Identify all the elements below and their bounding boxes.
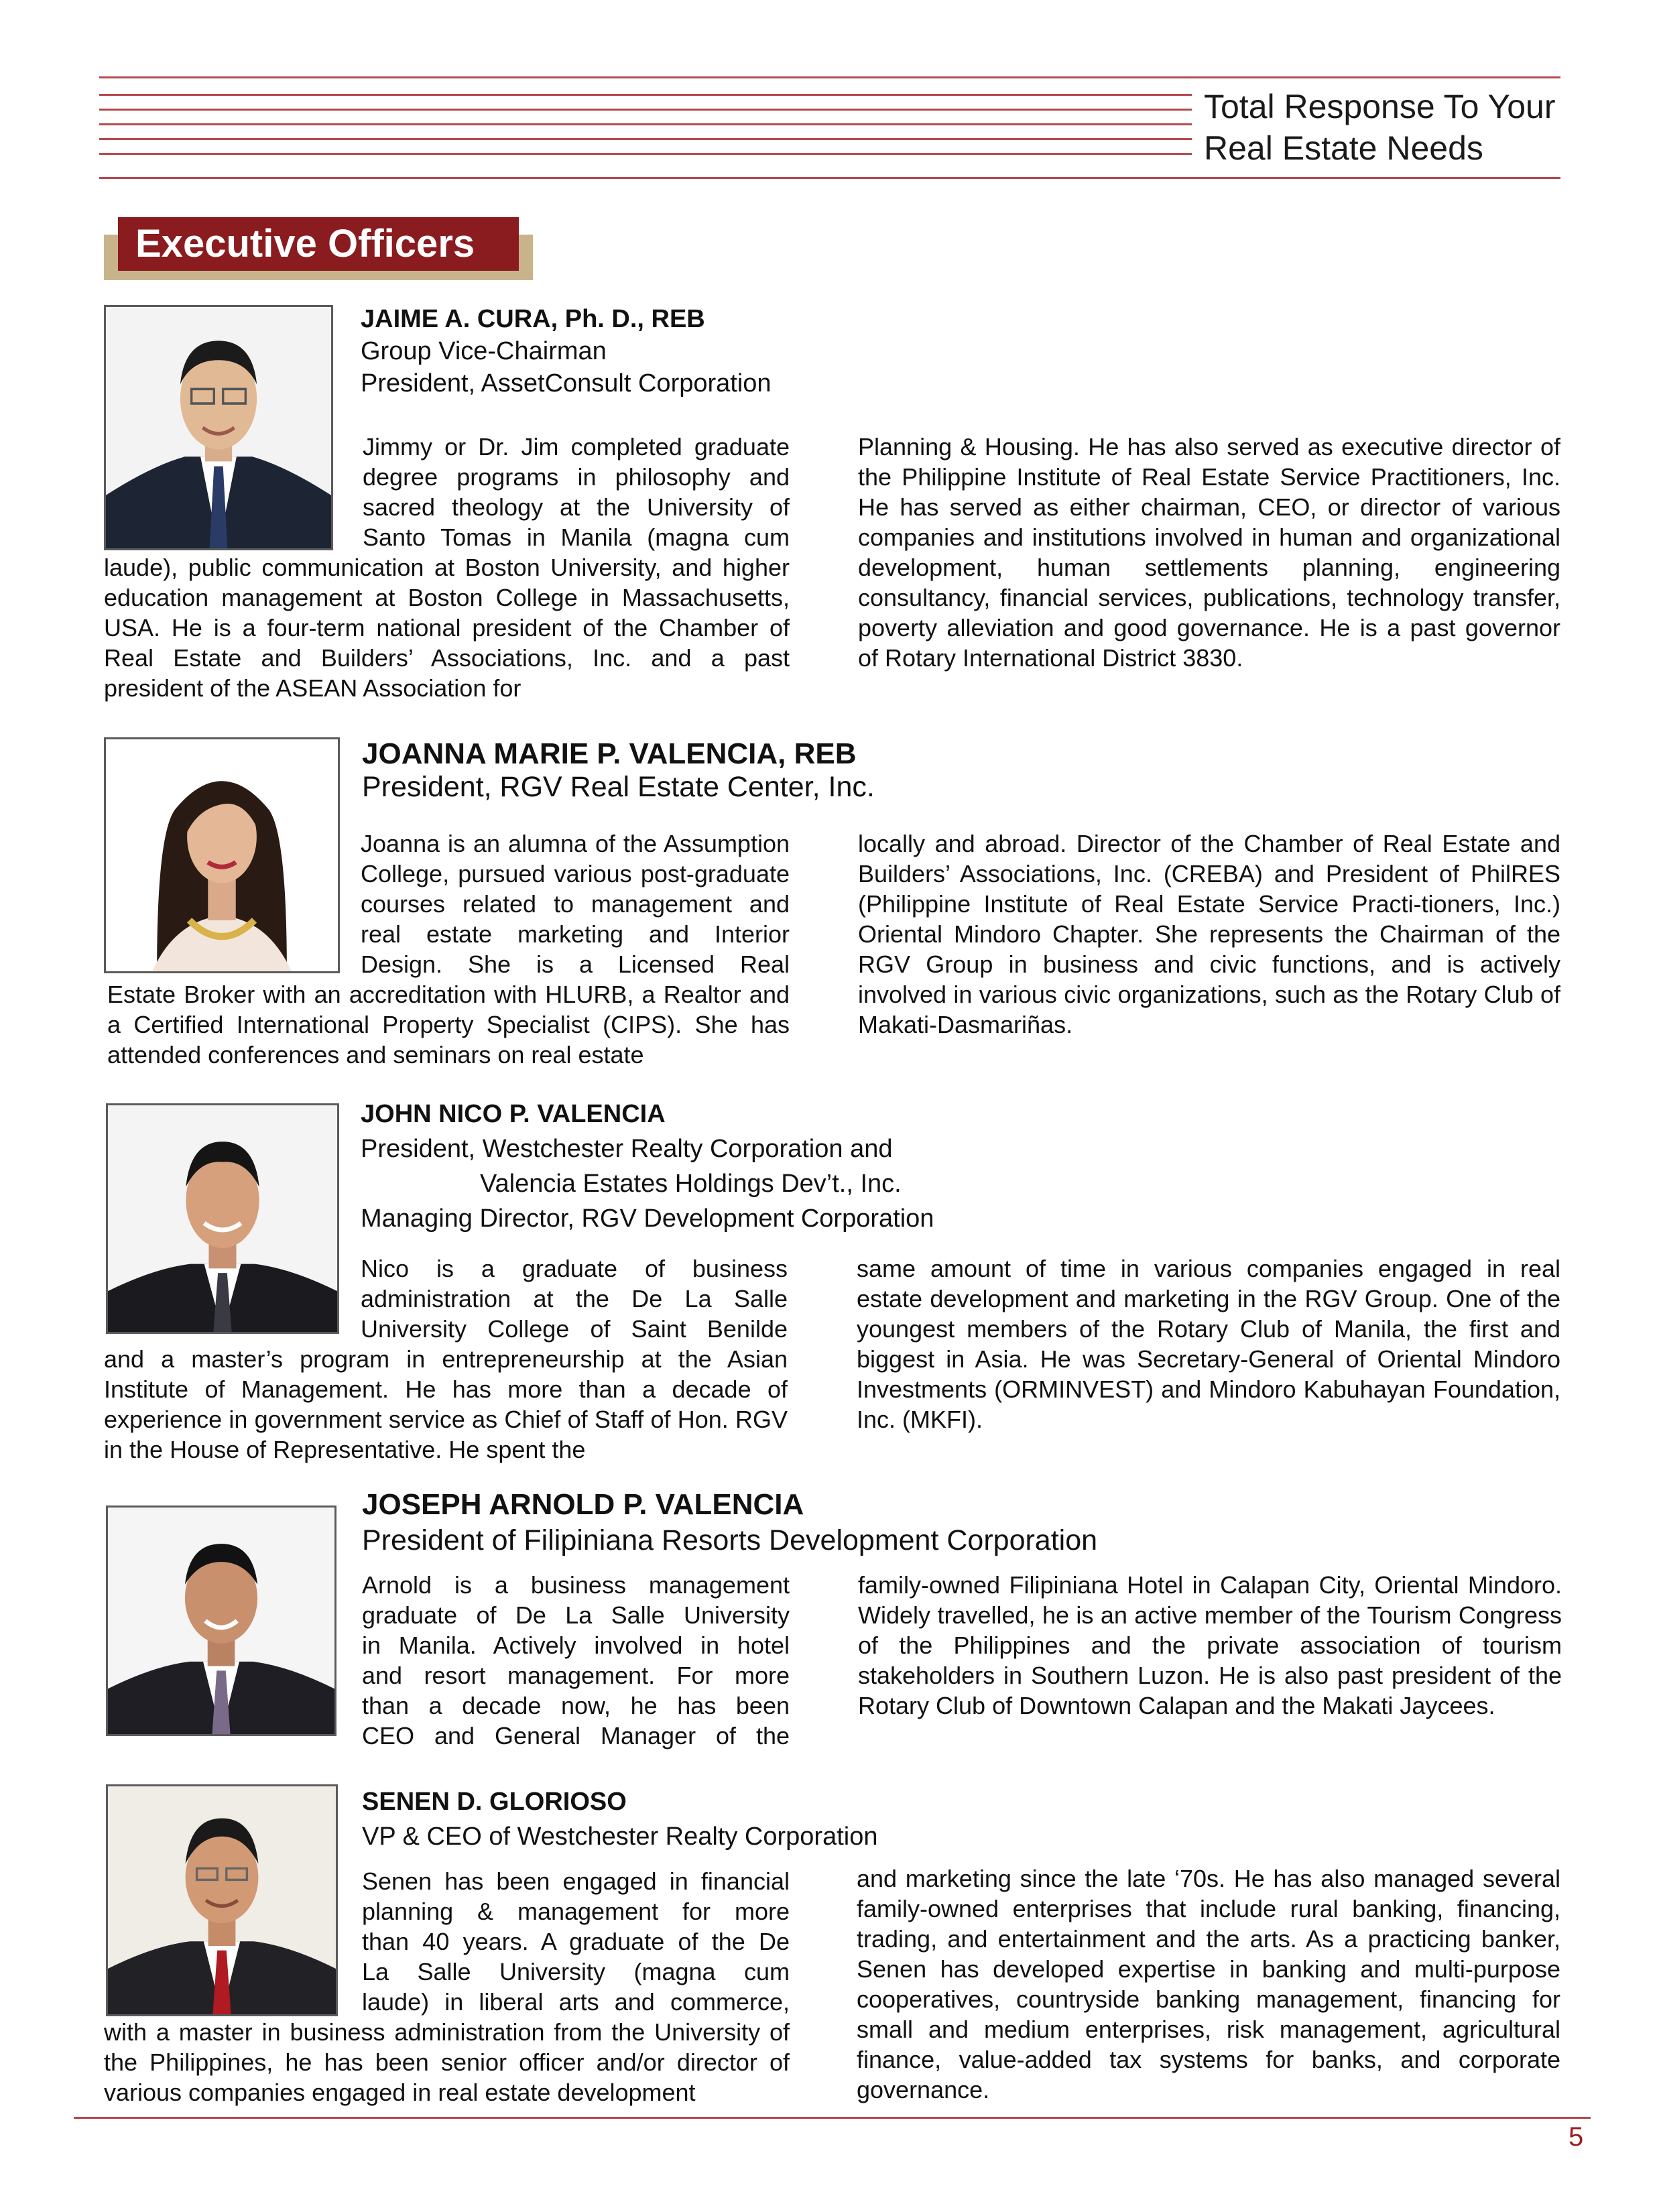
officer-role: President, Westchester Realty Corporation and (361, 1135, 893, 1163)
bio-paragraph: and a master’s program in entrepreneurship at the Asian Institute of Management. He has more than a decade of experience in government service as Chief of Staff of Hon. RGV in the House of Representative. He spent the (104, 1345, 788, 1463)
bio-line: Arnold is a business management (362, 1571, 790, 1599)
officer-bio-left (104, 432, 790, 703)
officer-name: SENEN D. GLORIOSO (362, 1788, 627, 1816)
section-title: Executive Officers (118, 217, 519, 271)
header-rule (99, 138, 1192, 140)
bio-line: in Manila. Actively involved in hotel (362, 1632, 790, 1659)
bio-line: Joanna is an alumna of the Assumption (361, 830, 790, 857)
page-number: 5 (1569, 2122, 1584, 2152)
officer-bio-left (362, 1570, 790, 1751)
officer-name: JOANNA MARIE P. VALENCIA, REB (362, 737, 857, 770)
officer-role: Valencia Estates Holdings Dev’t., Inc. (480, 1170, 902, 1198)
header-rule (99, 94, 1192, 96)
officer-name: JAIME A. CURA, Ph. D., REB (361, 305, 705, 333)
bio-line: CEO and General Manager of the (362, 1722, 790, 1749)
officer-bio-right: and marketing since the late ‘70s. He has also managed several family-owned enterprises that include rural banking, financing, trading, and entertainment and the arts. As a practicing banker, Senen has developed expertise in banking and multi-purpose cooperatives, countryside banking management, financing for small and medium enterprises, risk management, agricultural finance, value-added tax systems for banks, and corporate governance. (857, 1865, 1560, 2103)
footer-rule (74, 2117, 1591, 2119)
tagline-line-2: Real Estate Needs (1204, 129, 1483, 167)
bio-line: planning & management for more (362, 1898, 790, 1925)
header-tagline (1204, 86, 1646, 169)
officer-role: Group Vice-Chairman (361, 337, 607, 365)
header-rule (99, 153, 1192, 155)
bio-line: than 40 years. A graduate of the De (362, 1928, 790, 1955)
header-rule-bottom (99, 177, 1560, 179)
officer-bio-left (107, 828, 790, 1070)
officer-name: JOSEPH ARNOLD P. VALENCIA (362, 1488, 804, 1521)
officer-bio-right: family-owned Filipiniana Hotel in Calapan City, Oriental Mindoro. Widely travelled, he is an active member of the Tourism Congress of the Philippines and the private association of tourism stakeholders in Southern Luzon. He is also past president of the Rotary Club of Downtown Calapan and the Makati Jaycees. (858, 1571, 1562, 1719)
bio-line: real estate marketing and Interior (361, 920, 790, 948)
bio-paragraph: laude), public communication at Boston University, and higher education management at Boston College in Massachusetts, USA. He is a four-term national president of the Chamber of Real Estate and Builders’ Associations, Inc. and a past president of the ASEAN Association for (104, 554, 790, 702)
officer-name: JOHN NICO P. VALENCIA (361, 1100, 666, 1128)
bio-line: La Salle University (magna cum (362, 1958, 790, 1985)
header-rule-top (99, 76, 1560, 78)
bio-line: Design. She is a Licensed Real (361, 950, 790, 978)
officer-photo-joseph-arnold-valencia (106, 1506, 336, 1736)
bio-line: University College of Saint Benilde (361, 1315, 788, 1343)
bio-line: and resort management. For more (362, 1662, 790, 1689)
bio-line: sacred theology at the University of (363, 493, 790, 521)
officer-bio-right: locally and abroad. Director of the Chamber of Real Estate and Builders’ Associations, Inc. (CREBA) and President of PhilRES (Philippine Institute of Real Estate Service Practi-tioners, Inc.) Oriental Mindoro Chapter. She represents the Chairman of the RGV Group in business and civic functions, and is actively involved in various civic organizations, such as the Rotary Club of Makati-Dasmariñas. (858, 830, 1560, 1038)
tagline-line-1: Total Response To Your (1204, 88, 1556, 125)
bio-paragraph: with a master in business administration from the University of the Philippines, he has been senior officer and/or director of various companies engaged in real estate development (104, 2018, 790, 2106)
bio-line: Nico is a graduate of business (361, 1255, 788, 1282)
bio-line: courses related to management and (361, 890, 790, 918)
officer-role: President of Filipiniana Resorts Development Corporation (362, 1524, 1098, 1556)
bio-line: graduate of De La Salle University (362, 1601, 790, 1629)
officer-bio-left (104, 1253, 788, 1465)
bio-line: College, pursued various post-graduate (361, 860, 790, 887)
bio-paragraph: Estate Broker with an accreditation with HLURB, a Realtor and a Certified International Property Specialist (CIPS). She has attended conferences and seminars on real estate (107, 981, 790, 1068)
officer-bio-right: Planning & Housing. He has also served as executive director of the Philippine Institute of Real Estate Service Practitioners, Inc. He has served as either chairman, CEO, or director of various companies and institutions involved in human and organizational development, human settlements planning, engineering consultancy, financial services, publications, technology transfer, poverty alleviation and good governance. He is a past governor of Rotary International District 3830. (858, 433, 1560, 672)
officer-role: President, AssetConsult Corporation (361, 369, 772, 397)
officer-role: President, RGV Real Estate Center, Inc. (362, 771, 875, 803)
bio-line: than a decade now, he has been (362, 1692, 790, 1719)
bio-line: Santo Tomas in Manila (magna cum (363, 524, 790, 551)
bio-line: Jimmy or Dr. Jim completed graduate (363, 433, 790, 460)
bio-line: laude) in liberal arts and commerce, (362, 1988, 790, 2016)
officer-role: VP & CEO of Westchester Realty Corporation (362, 1823, 878, 1851)
bio-line: administration at the De La Salle (361, 1285, 788, 1312)
officer-role: Managing Director, RGV Development Corporation (361, 1205, 934, 1233)
officer-bio-left (104, 1866, 790, 2107)
officer-bio-right: same amount of time in various companies engaged in real estate development and marketing in the RGV Group. One of the youngest members of the Rotary Club of Manila, the first and biggest in Asia. He was Secretary-General of Oriental Mindoro Investments (ORMINVEST) and Mindoro Kabuhayan Foundation, Inc. (MKFI). (857, 1255, 1560, 1433)
header-rule (99, 109, 1192, 111)
bio-line: degree programs in philosophy and (363, 463, 790, 491)
bio-line: Senen has been engaged in financial (362, 1867, 790, 1895)
header-rule (99, 123, 1192, 125)
